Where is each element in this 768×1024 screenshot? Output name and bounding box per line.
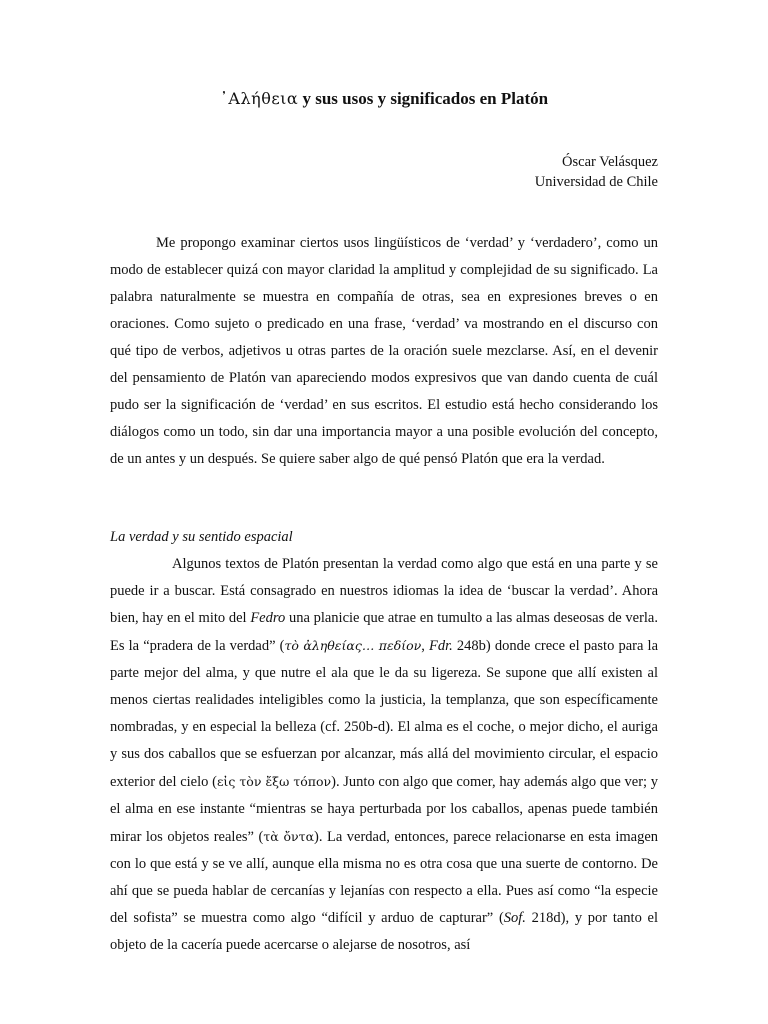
section-heading: La verdad y su sentido espacial: [110, 529, 293, 545]
text-run: ). La verdad, entonces, parece relacionarse en esta imagen con lo que está y se ve allí, aunque ella misma no es otra cosa que una suerte de contorno. De ahí que se pueda hablar de cercanías y lejanías con respecto a ella. Pues así como “la especie del sofista” se muestra como algo “difícil y arduo de capturar” (: [110, 829, 659, 926]
intro-paragraph: Me propongo examinar ciertos usos lingüísticos de ‘verdad’ y ‘verdadero’, como un modo de establecer quizá con mayor claridad la amplitud y complejidad de su significado. La palabra naturalmente se muestra en compañía de otras, sea en expresiones breves o en oraciones. Como sujeto o predicado en una frase, ‘verdad’ va mostrando en el discurso con qué tipo de verbos, adjetivos u otras partes de la oración suele mezclarse. Así, en el devenir del pensamiento de Platón van apareciendo modos expresivos que van dando cuenta de cuál pudo ser la significación de ‘verdad’ en sus escritos. El estudio está hecho considerando los diálogos como un todo, sin dar una importancia mayor a una posible evolución del concepto, de un antes y un después. Se quiere saber algo de qué pensó Platón que era la verdad.: [110, 235, 658, 467]
title-text: y sus usos y significados en Platón: [298, 89, 549, 108]
greek-quote: εἰς τὸν ἔξω τόπον: [216, 774, 332, 789]
work-title-fedro: Fedro: [250, 610, 286, 626]
greek-quote: τὰ ὄντα: [263, 829, 315, 844]
section-body: [110, 551, 658, 959]
title-greek-word: ᾿Αλήθεια: [219, 89, 299, 108]
intro-section: [110, 230, 658, 473]
text-run: 248b) donde crece el pasto para la parte mejor del alma, y que nutre el ala que le da su ligereza. Se supone que allí existen al menos ciertas realidades inteligibles como la justicia, la templanza, que son específicamente nombradas, y en especial la belleza (cf. 250b-d). El alma es el coche, o mejor dicho, el auriga y sus dos caballos que se esfuerzan por alcanzar, más allá del movimiento circular, el espacio exterior del cielo (: [110, 638, 659, 790]
citation-sof: Sof.: [503, 910, 526, 926]
author-affiliation: Universidad de Chile: [534, 174, 658, 190]
citation-fdr: Fdr.: [429, 638, 453, 654]
text-run: ). Junto con algo que comer, hay además algo que ver; y el alma en ese instante “mientras se haya perturbada por los caballos, apenas puede también mirar los objetos reales” (: [110, 774, 659, 845]
author-block: [535, 152, 658, 192]
greek-quote: τὸ ἀληθείας… πεδίον: [284, 638, 422, 653]
text-run: una planicie que atrae en tumulto a las almas deseosas de verla. Es la “pradera de la verdad” (: [110, 610, 658, 654]
section-paragraph: [110, 551, 658, 959]
author-name: Óscar Velásquez: [562, 154, 658, 170]
text-run: 218d), y por tanto el objeto de la cacería puede acercarse o alejarse de nosotros, así: [110, 910, 658, 953]
text-run: ,: [421, 638, 430, 654]
document-title: [0, 89, 768, 109]
text-run: Algunos textos de Platón presentan la verdad como algo que está en una parte y se puede ir a buscar. Está consagrado en nuestros idiomas la idea de ‘buscar la verdad’. Ahora bien, hay en el mito del: [110, 556, 658, 626]
